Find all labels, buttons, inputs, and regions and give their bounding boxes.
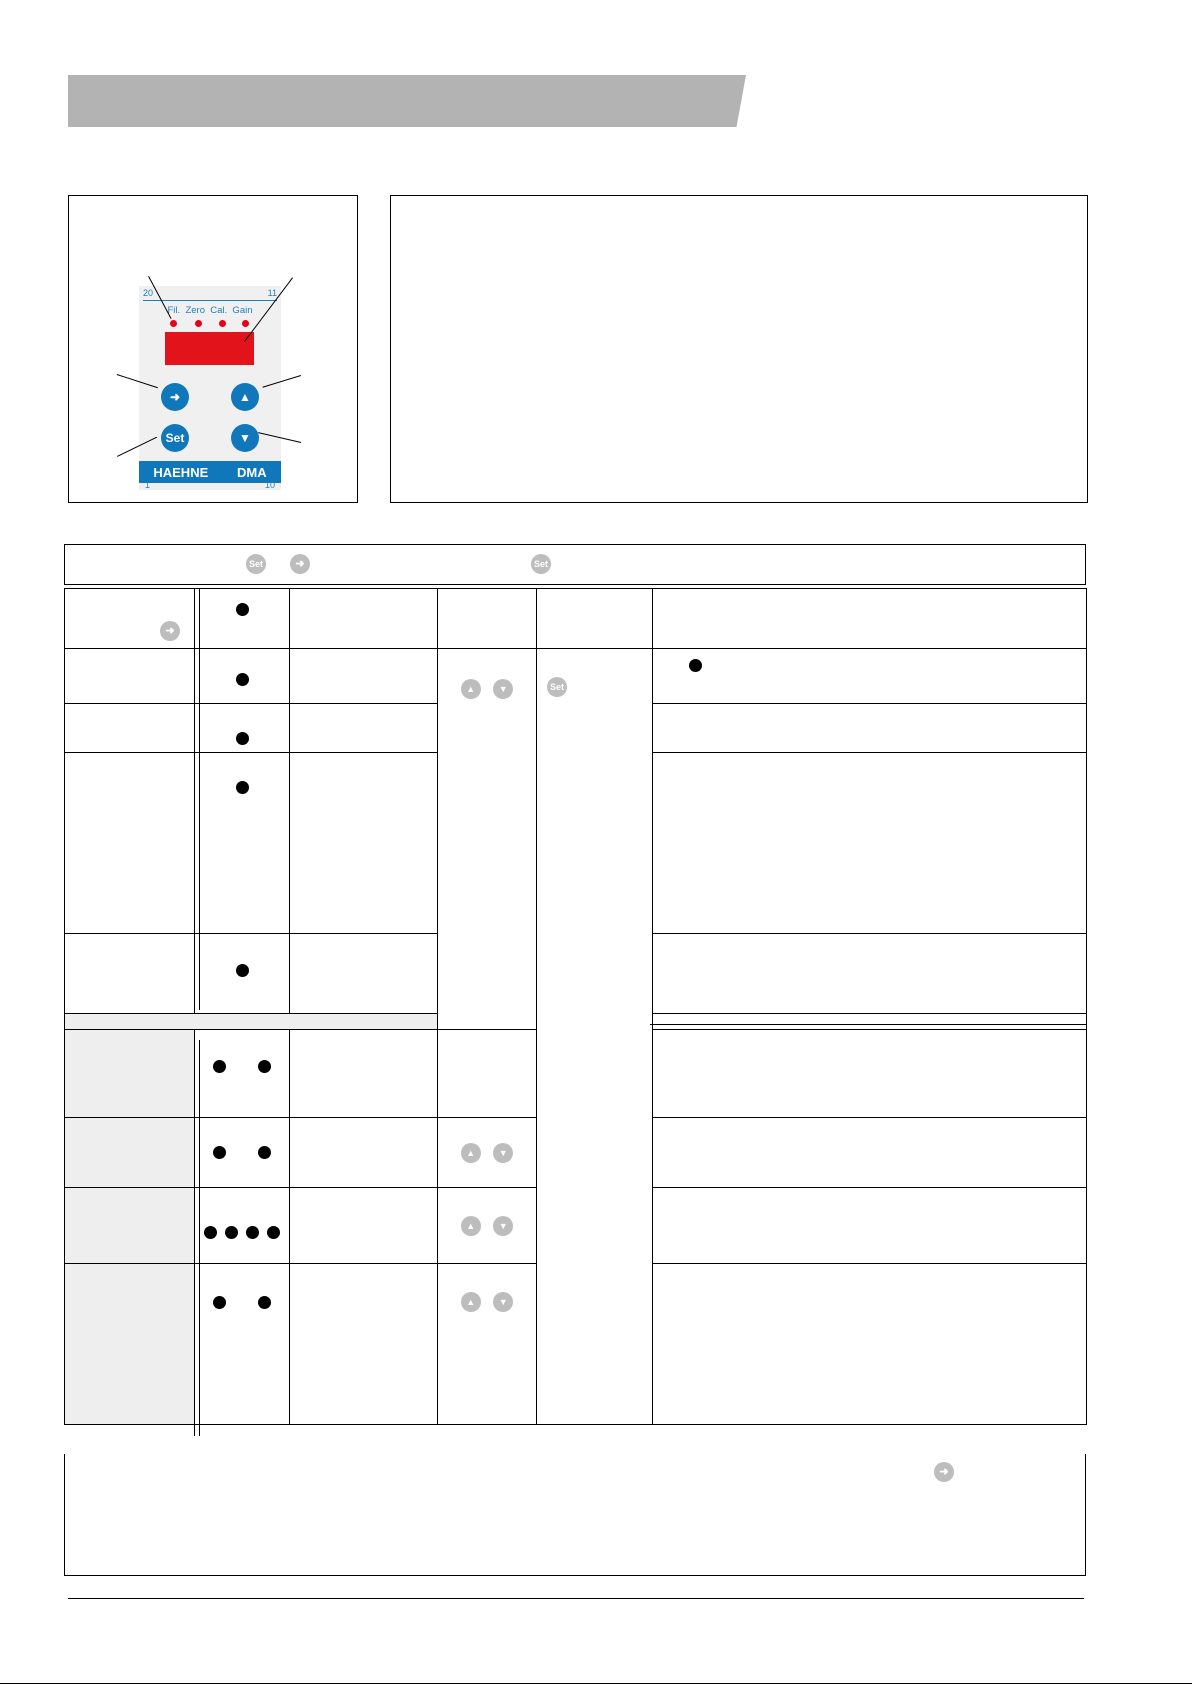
right-arrow-icon: ➜ <box>160 621 180 641</box>
description-box <box>390 195 1088 503</box>
set-button[interactable] <box>161 424 189 452</box>
down-icon: ▼ <box>493 1216 513 1236</box>
led-dot-icon <box>236 964 249 977</box>
down-triangle-icon: ▼ <box>239 431 251 445</box>
device-panel-frame <box>68 195 358 503</box>
model-name: DMA <box>237 464 267 480</box>
updown-cell <box>438 1264 537 1425</box>
up-icon: ▲ <box>461 1143 481 1163</box>
header-banner <box>68 75 746 127</box>
led-cell <box>195 649 290 704</box>
led-dot-icon <box>267 1226 280 1239</box>
right-arrow-icon: ➜ <box>934 1462 954 1482</box>
led-dot-icon <box>258 1060 271 1073</box>
led-dot-icon <box>213 1060 226 1073</box>
row-param-6 <box>65 1118 195 1188</box>
led-gain <box>242 320 249 327</box>
led-fil <box>170 320 177 327</box>
up-button[interactable] <box>231 383 259 411</box>
led-dot-icon <box>204 1226 217 1239</box>
led-cell <box>195 753 290 934</box>
led-dot-icon <box>225 1226 238 1239</box>
set-icon: Set <box>531 554 551 574</box>
led-dot-icon <box>258 1146 271 1159</box>
parameter-table <box>64 588 1087 1425</box>
updown-cell <box>438 649 537 1030</box>
led-dot-icon <box>236 781 249 794</box>
terminal-number-bottom-left: 1 <box>145 480 151 490</box>
led-dot-icon <box>246 1226 259 1239</box>
led-cell <box>195 1188 290 1264</box>
down-icon: ▼ <box>493 1292 513 1312</box>
up-icon: ▲ <box>461 1292 481 1312</box>
divider <box>650 1024 1086 1025</box>
led-dot-icon <box>213 1146 226 1159</box>
row-param-7 <box>65 1188 195 1264</box>
note-box <box>64 1454 1086 1576</box>
updown-cell <box>438 1188 537 1264</box>
set-icon: Set <box>246 554 266 574</box>
right-arrow-icon: ➜ <box>169 390 181 404</box>
led-cell <box>195 589 290 649</box>
instruction-bar <box>64 544 1086 585</box>
terminal-number-top-left: 20 <box>143 288 154 298</box>
up-triangle-icon: ▲ <box>239 390 251 404</box>
led-cell <box>195 1118 290 1188</box>
terminal-line <box>143 300 277 301</box>
updown-cell <box>438 1118 537 1188</box>
double-divider <box>194 1040 200 1436</box>
brand-bar <box>139 461 281 483</box>
set-label: Set <box>165 431 185 445</box>
led-cell <box>195 934 290 1014</box>
down-button[interactable] <box>231 424 259 452</box>
led-dot-icon <box>236 673 249 686</box>
terminal-number-bottom-right: 10 <box>264 480 275 490</box>
row-param-8 <box>65 1264 195 1425</box>
row-param-4 <box>65 934 195 1014</box>
row-param-2 <box>65 704 195 753</box>
row-param-1 <box>65 649 195 704</box>
led-dot-icon <box>213 1296 226 1309</box>
down-icon: ▼ <box>493 1143 513 1163</box>
right-arrow-icon: ➜ <box>290 554 310 574</box>
section-separator <box>65 1014 438 1030</box>
double-divider <box>194 588 200 1010</box>
led-dot-icon <box>689 659 702 672</box>
up-icon: ▲ <box>461 1216 481 1236</box>
row-header-mode <box>65 589 195 649</box>
down-icon: ▼ <box>493 679 513 699</box>
device-front-panel <box>139 286 281 490</box>
right-arrow-button[interactable] <box>161 383 189 411</box>
set-cell <box>537 649 653 1425</box>
row-param-3 <box>65 753 195 934</box>
set-icon: Set <box>547 677 567 697</box>
terminal-number-top-right: 11 <box>267 288 277 298</box>
led-dot-icon <box>236 603 249 616</box>
led-labels: Fil. Zero Cal. Gain <box>167 305 253 316</box>
led-cal <box>219 320 226 327</box>
led-cell <box>195 704 290 753</box>
page-bottom-rule <box>0 1683 1192 1684</box>
seven-segment-display <box>165 332 254 365</box>
led-cell <box>195 1264 290 1425</box>
footer-rule <box>68 1598 1084 1599</box>
led-dot-icon <box>236 732 249 745</box>
led-cell <box>195 1030 290 1118</box>
row-param-5 <box>65 1030 195 1118</box>
led-dot-icon <box>258 1296 271 1309</box>
led-zero <box>195 320 202 327</box>
up-icon: ▲ <box>461 679 481 699</box>
brand-name: HAEHNE <box>153 464 209 480</box>
